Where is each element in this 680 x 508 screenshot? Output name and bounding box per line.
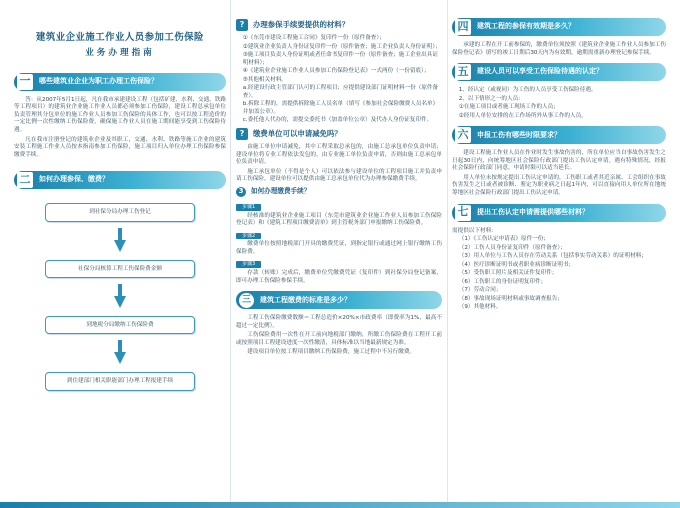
- section-1-para-2: 凡在我市注册登记的建筑业企业及其职工，交通、水利、铁路等施工企业的建筑安装工程施工作业人员按本指南参加工伤保险，施工项目归入单位办理工伤保险参保缴费手续。: [14, 136, 226, 158]
- section-1-para-1: 答：从2007年5月1日起，凡在我市承建建设工程（包括矿建、水利、交通、铁路等工程项目）的建筑业企业施工作业人员都必须参加工伤保险，建设工程总承包单位负责管理其分包单位的施工作业人员参加工伤保险的具体工作，也可以按工程造价的一定比例一次性缴纳工伤保险费，确保施工作业人员在施工期间能享受到工伤保险待遇。: [14, 96, 226, 133]
- document-subtitle: 业务办理指南: [85, 48, 155, 59]
- document-title: 建筑业企业施工作业人员参加工伤保险: [36, 32, 204, 43]
- question-icon: ?: [236, 19, 248, 31]
- q1-line: a.经建设行政主管部门认可的工程项目；应提供建设部门证明材料一份（原件备查）。: [242, 85, 439, 99]
- q1-line: ⑤其他相关材料。: [242, 76, 287, 83]
- section-3-heading: 建筑工程缴费的标准是多少？: [260, 295, 351, 304]
- section-1-number: 一: [17, 74, 33, 90]
- section-7-item: （8）事故现场证明材料或事故调查报告；: [458, 295, 563, 302]
- q1-line: ④《建筑业企业施工作业人员参加工伤保险登记表》一式两份（一份留底）；: [242, 68, 430, 75]
- section-7-item: （3）用人单位与工伤人员存在劳动关系（包括事实劳动关系）的证明材料；: [458, 253, 647, 260]
- section-5-line: 2、以下情形之一的人员：: [458, 95, 524, 102]
- section-2-heading: 如何办理参保、缴费？: [39, 175, 109, 184]
- fold-line-2: [447, 0, 448, 508]
- section-3-header: [236, 291, 442, 309]
- section-6-header: [452, 126, 666, 144]
- section-4-header: [452, 18, 666, 36]
- step-tag: 步骤1: [236, 204, 261, 211]
- section-1-header: [14, 73, 226, 91]
- q1-line: ②建筑业企业负责人身份证复印件一份（原件备查；施工企业负责人身份证明）；: [242, 43, 441, 50]
- section-7-item: （4）医疗诊断证明书或者职业病诊断证明书；: [458, 261, 575, 268]
- section-6-para-2: 用人单位未按规定提出工伤认定申请的，工伤职工或者其近亲属、工会组织在事故伤害发生之日或者被诊断、鉴定为职业病之日起1年内，可以直接向用人单位所在地统筹地区社会保险行政部门提出工伤认定申请。: [452, 174, 666, 197]
- section-7-header: [452, 204, 666, 222]
- flow-arrow-icon: [114, 278, 126, 316]
- flow-step-2: 社保分局核算工程工伤保险费金额: [45, 260, 195, 278]
- section-3-para-1: 工程工伤保险缴费数额＝工程总造价×20%×市政费率（即费率为1%，最高不超过一定比例）。: [236, 315, 442, 329]
- section-5-line: ②经用人单位安排的在工作场所外从事工作的人员。: [458, 112, 587, 119]
- q2-para-1: 由施工单位申请减免，其中工程采取总承包的，由施工总承包单位负责申请；建设单位将专业工程依法发包的，由专业施工单位负责申请，否则由施工总承包单位负责申请。: [236, 144, 442, 166]
- section-7-item: （6）工伤职工的身份证明复印件；: [458, 278, 547, 285]
- section-2-header: [14, 171, 226, 189]
- section-7-intro: 需提供以下材料：: [452, 227, 497, 234]
- section-5-number: 五: [455, 64, 471, 80]
- q2-header: [236, 128, 442, 140]
- q1-header: [236, 19, 442, 31]
- step-text: 缴费单位按照地税部门开具的缴费凭证，到指定银行或通过网上银行缴纳工伤保险费。: [236, 241, 442, 255]
- section-7-heading: 提出工伤认定申请需提供哪些材料？: [477, 207, 589, 216]
- section-3-para-3: 建设项目单位按工程项目缴纳工伤保险费，施工过程中不另行缴费。: [247, 349, 416, 356]
- left-panel: [14, 16, 226, 502]
- section-6-number: 六: [455, 127, 471, 143]
- section-5-list: [452, 87, 666, 120]
- section-2-number: 二: [17, 172, 33, 188]
- q1-line: ③施工项目负责人身份证明或者任命书复印件一份（原件备查；施工企业出具证明材料）；: [242, 52, 438, 66]
- section-3-para-2: 工伤保险费用一次性在开工前向地税部门缴纳，所缴工伤保险费在工程开工前或按照项目工程建设进度一次性缴清，具体标准以当地最新规定为准。: [236, 332, 442, 346]
- section-4-heading: 建筑工程的参保有效期是多久？: [477, 22, 575, 31]
- section-7-item: （7）劳动合同；: [458, 287, 502, 294]
- middle-panel: [236, 16, 442, 502]
- step-tag: 步骤3: [236, 261, 261, 268]
- q3-steps: [236, 201, 442, 286]
- section-4-para-1: 承建的工程在开工前参保的，缴费单位须按照《建筑业企业施工作业人员参加工伤保险登记表》填写的竣工日期后30天内为有效期，逾期需重新办理登记参保手续。: [452, 42, 666, 56]
- section-5-heading: 建设人员可以享受工伤保险待遇的认定？: [477, 67, 603, 76]
- numbered-circle-icon: 3: [236, 187, 246, 197]
- section-6-para-1: 建设工程施工作业人员在作业时发生事故伤害的，所在单位应当自事故伤害发生之日起30日内，向统筹地区社会保险行政部门提出工伤认定申请。遇有特殊情况，经报社会保险行政部门同意，申请时限可以适当延长。: [452, 150, 666, 172]
- section-5-line: 1、经认定（或视同）为工伤的人员享受工伤保险待遇。: [458, 87, 597, 94]
- q3-heading: 如何办理缴费手续？: [251, 187, 311, 196]
- q1-line: ①《东莞市建设工程施工合同》复印件一份（原件备查）；: [242, 35, 385, 41]
- section-7-list: [452, 236, 666, 312]
- flow-step-1: 到社保分局办理工伤登记: [45, 203, 195, 221]
- flow-step-4: 到住建部门相关职能部门办理工程报建手续: [45, 372, 195, 390]
- q1-line: c.委托他人代办的，需提交委托书（加盖单位公章）及代办人身份证复印件。: [242, 117, 433, 124]
- bottom-decor-band: [0, 502, 680, 508]
- step-text: 经核准的建筑业企业施工项目（东莞市建筑业企业施工作业人员参加工伤保险登记表）和《建筑工程项目缴费清单》到主管税务部门申报缴纳工伤保险费。: [236, 212, 442, 227]
- question-icon: ?: [236, 128, 248, 140]
- flow-arrow-icon: [114, 222, 126, 260]
- section-7-item: （2）工伤人员身份证复印件（原件备查）；: [458, 244, 566, 251]
- q3-header: [236, 187, 442, 197]
- q1-heading: 办理参保手续要提供的材料？: [253, 20, 350, 29]
- q2-heading: 缴费单位可以申请减免吗？: [253, 129, 342, 139]
- step-tag: 步骤2: [236, 233, 261, 240]
- section-7-item: （1）《工伤认定申请表》原件一份；: [458, 236, 549, 243]
- fold-line-1: [230, 0, 231, 508]
- q1-list: [236, 35, 442, 125]
- q2-para-2: 施工承包单位（不得是个人）可以依法参与建设单位的工程项目施工并负责申请工伤保险，建设单位可以提供由施工总承包单位代为办理参保缴费手续。: [236, 168, 442, 183]
- q1-line: b.拆除工程的，需提供拆除施工人员名单（填写《参加社会保险缴费人员名单》并加盖公章）。: [242, 101, 439, 115]
- section-7-item: （5）受伤职工照片及相关证件复印件；: [458, 270, 558, 277]
- section-3-number: 三: [239, 293, 254, 308]
- section-4-number: 四: [455, 19, 471, 35]
- section-7-item: （9）其他材料。: [458, 304, 502, 311]
- flow-arrow-icon: [114, 334, 126, 372]
- process-flowchart: [14, 203, 226, 391]
- section-7-number: 七: [455, 205, 471, 221]
- section-5-header: [452, 63, 666, 81]
- section-1-heading: 哪些建筑业企业为职工办理工伤保险？: [39, 77, 158, 86]
- section-5-line: ①在施工项目或者施工现场工作的人员；: [458, 104, 559, 111]
- right-panel: [452, 16, 666, 502]
- section-6-heading: 申报工伤有哪些时限要求？: [477, 130, 561, 139]
- step-text: 存款（转账）完成后，缴费单位凭缴费凭证（复印件）到社保分局登记备案，即可办理工伤保险参保手续。: [236, 270, 442, 284]
- flow-step-3: 到地税分局缴纳工伤保险费: [45, 316, 195, 334]
